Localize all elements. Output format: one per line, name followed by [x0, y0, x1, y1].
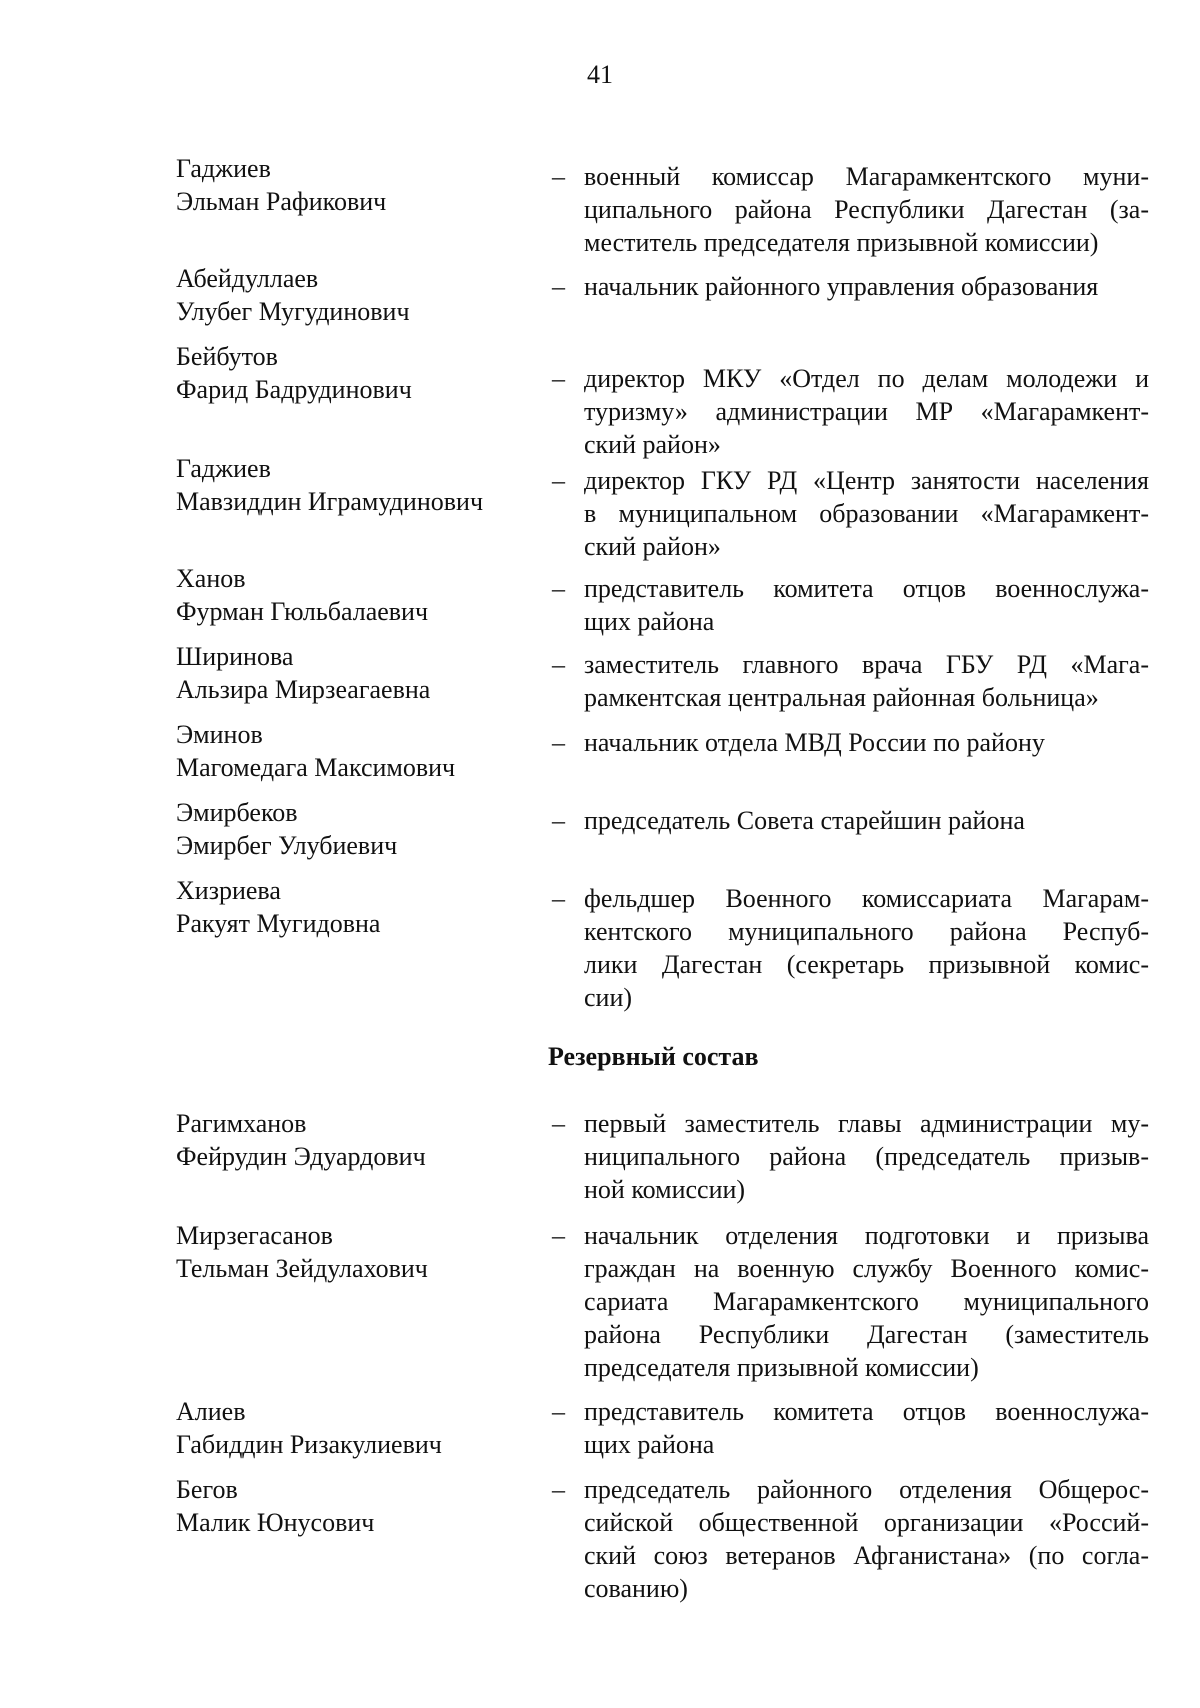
role-line: представитель комитета отцов военнослужа-	[584, 574, 1149, 603]
member-role	[584, 882, 1149, 1014]
dash-separator: –	[552, 1397, 565, 1426]
dash-separator: –	[552, 272, 565, 301]
role-line: фельдшер Военного комиссариата Магарам-	[584, 884, 1149, 913]
role-line: первый заместитель главы администрации му-	[584, 1109, 1149, 1138]
role-line: председатель Совета старейшин района	[584, 806, 1025, 835]
dash-separator: –	[552, 728, 565, 757]
member-role	[584, 1473, 1149, 1605]
role-line: ной комиссии)	[584, 1175, 746, 1204]
role-line: начальник отдела МВД России по району	[584, 728, 1045, 757]
dash-separator: –	[552, 162, 565, 191]
role-line: сии)	[584, 983, 633, 1012]
dash-separator: –	[552, 1475, 565, 1504]
member-surname: Ширинова	[176, 642, 294, 671]
member-surname: Алиев	[176, 1397, 246, 1426]
member-surname: Бейбутов	[176, 342, 278, 371]
role-line: лики Дагестан (секретарь призывной комис-	[584, 950, 1149, 979]
member-role	[584, 1219, 1149, 1384]
role-line: граждан на военную службу Военного комис-	[584, 1254, 1149, 1283]
page-number: 41	[587, 60, 613, 89]
member-given-name: Магомедага Максимович	[176, 753, 456, 782]
role-line: сованию)	[584, 1574, 688, 1603]
member-name	[176, 262, 546, 328]
member-role	[584, 160, 1149, 259]
role-line: щих района	[584, 1430, 715, 1459]
role-line: заместитель главного врача ГБУ РД «Мага-	[584, 650, 1149, 679]
member-role	[584, 270, 1149, 303]
member-name	[176, 1107, 546, 1173]
dash-separator: –	[552, 466, 565, 495]
role-line: в муниципальном образовании «Магарамкент-	[584, 499, 1149, 528]
member-given-name: Мавзиддин Играмудинович	[176, 487, 484, 516]
member-role	[584, 362, 1149, 461]
dash-separator: –	[552, 650, 565, 679]
member-given-name: Габиддин Ризакулиевич	[176, 1430, 442, 1459]
member-name	[176, 1473, 546, 1539]
member-role	[584, 726, 1149, 759]
role-line: ский район»	[584, 430, 721, 459]
member-name	[176, 562, 546, 628]
role-line: меститель председателя призывной комиссии)	[584, 228, 1099, 257]
role-line: председатель районного отделения Общерос-	[584, 1475, 1149, 1504]
role-line: военный комиссар Магарамкентского муни-	[584, 162, 1149, 191]
member-role	[584, 572, 1149, 638]
member-given-name: Фурман Гюльбалаевич	[176, 597, 429, 626]
role-line: директор МКУ «Отдел по делам молодежи и	[584, 364, 1149, 393]
role-line: председателя призывной комиссии)	[584, 1353, 979, 1382]
member-surname: Мирзегасанов	[176, 1221, 333, 1250]
dash-separator: –	[552, 1221, 565, 1250]
role-line: директор ГКУ РД «Центр занятости населения	[584, 466, 1149, 495]
member-surname: Рагимханов	[176, 1109, 307, 1138]
member-surname: Гаджиев	[176, 154, 271, 183]
member-role	[584, 1395, 1149, 1461]
role-line: туризму» администрации МР «Магарамкент-	[584, 397, 1149, 426]
member-name	[176, 452, 546, 518]
member-given-name: Малик Юнусович	[176, 1508, 375, 1537]
member-given-name: Ракуят Мугидовна	[176, 909, 381, 938]
member-given-name: Эмирбег Улубиевич	[176, 831, 398, 860]
role-line: начальник отделения подготовки и призыва	[584, 1221, 1149, 1250]
dash-separator: –	[552, 364, 565, 393]
member-name	[176, 152, 546, 218]
member-role	[584, 464, 1149, 563]
member-surname: Хизриева	[176, 876, 281, 905]
member-name	[176, 340, 546, 406]
member-name	[176, 640, 546, 706]
member-name	[176, 718, 546, 784]
role-line: сариата Магарамкентского муниципального	[584, 1287, 1149, 1316]
member-surname: Бегов	[176, 1475, 238, 1504]
member-name	[176, 796, 546, 862]
member-given-name: Эльман Рафикович	[176, 187, 387, 216]
dash-separator: –	[552, 806, 565, 835]
member-name	[176, 1395, 546, 1461]
role-line: начальник районного управления образования	[584, 272, 1099, 301]
member-surname: Абейдуллаев	[176, 264, 319, 293]
role-line: щих района	[584, 607, 715, 636]
role-line: ципального района Республики Дагестан (за-	[584, 195, 1149, 224]
role-line: кентского муниципального района Респуб-	[584, 917, 1149, 946]
role-line: сийской общественной организации «Россий-	[584, 1508, 1149, 1537]
role-line: рамкентская центральная районная больница»	[584, 683, 1099, 712]
role-line: ский союз ветеранов Афганистана» (по согла-	[584, 1541, 1149, 1570]
member-surname: Ханов	[176, 564, 246, 593]
dash-separator: –	[552, 884, 565, 913]
member-name	[176, 874, 546, 940]
member-given-name: Фейрудин Эдуардович	[176, 1142, 426, 1171]
member-given-name: Фарид Бадрудинович	[176, 375, 412, 404]
dash-separator: –	[552, 1109, 565, 1138]
member-role	[584, 804, 1149, 837]
member-given-name: Альзира Мирзеагаевна	[176, 675, 431, 704]
member-role	[584, 1107, 1149, 1206]
dash-separator: –	[552, 574, 565, 603]
member-surname: Гаджиев	[176, 454, 271, 483]
member-role	[584, 648, 1149, 714]
role-line: района Республики Дагестан (заместитель	[584, 1320, 1149, 1349]
member-name	[176, 1219, 546, 1285]
section-title-reserve: Резервный состав	[548, 1042, 759, 1071]
member-surname: Эминов	[176, 720, 263, 749]
role-line: ниципального района (председатель призыв-	[584, 1142, 1149, 1171]
member-given-name: Тельман Зейдулахович	[176, 1254, 428, 1283]
role-line: ский район»	[584, 532, 721, 561]
role-line: представитель комитета отцов военнослужа-	[584, 1397, 1149, 1426]
member-surname: Эмирбеков	[176, 798, 298, 827]
member-given-name: Улубег Мугудинович	[176, 297, 410, 326]
